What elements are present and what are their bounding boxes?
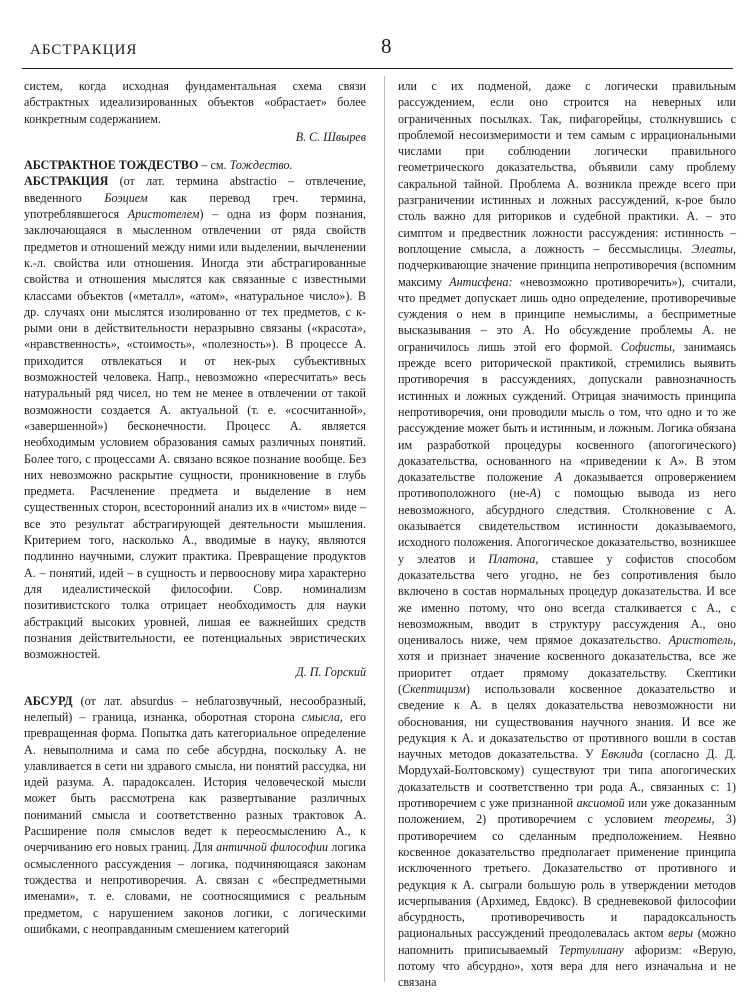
cross-reference-link[interactable]: Платона, <box>488 551 539 566</box>
cross-reference-link[interactable]: Боэцием <box>104 190 148 205</box>
cross-reference-link[interactable]: веры <box>668 926 694 941</box>
running-head: АБСТРАКЦИЯ <box>30 42 138 58</box>
header-rule <box>22 68 733 69</box>
entry-abstract-identity: АБСТРАКТНОЕ ТОЖДЕСТВО – см. Тождество. <box>24 158 293 173</box>
continuation-text: систем, когда исходная фундаментальная схема связи абстрактных идеализированных объектов «обрастает» более конкретным содержанием. <box>24 79 366 126</box>
cross-reference-link[interactable]: Тертуллиану <box>558 942 624 957</box>
entry-headword: АБСУРД <box>24 693 73 708</box>
cross-reference-link[interactable]: теоремы, <box>664 812 715 827</box>
author-signature: Д. П. Горский <box>296 665 366 680</box>
cross-reference-link[interactable]: смысла, <box>301 709 343 724</box>
cross-reference-link[interactable]: Аристотель, <box>668 633 736 648</box>
column-divider <box>384 76 385 982</box>
cross-reference-link[interactable]: Антисфена: <box>449 274 513 289</box>
right-column <box>398 78 736 991</box>
author-signature: В. С. Швырев <box>295 129 366 144</box>
cross-reference-link[interactable]: Элеаты, <box>691 241 736 256</box>
entry-headword: АБСТРАКТНОЕ ТОЖДЕСТВО <box>24 158 199 173</box>
left-column <box>24 78 366 937</box>
page-number: 8 <box>381 34 392 58</box>
entry-absurd-continued: или с их подменой, даже с логически правильным рассуждением, если оно строится на неверных или ограниченных посылках. Так, пифагорейцы, столкнувшись с проблемой несоизмеримости и тем самым с иррациональными числами при соблюдении логически правильного геометрического доказательства, объявили саму проблему сакральной тайной. Проблема А. возникла прежде всего при разграничении истинных и ложных рассуждений, к-рое было столь важно для риториков и судебной практики. А. – это симптом и предвестник ложности рассуждения: истинность – воплощение смысла, а ложность – бессмыслицы. Элеаты, подчеркивающие значение принципа непротиворечия (вспомним максиму Антисфена: «невозможно противоречить»), считали, что предмет допускает лишь одно определение, противоречивые суждения о нем в принципе немыслимы, а бесприметные высказывания – это А. Но обсуждение проблемы А. не ограничилось лишь этой его формой. Софисты, занимаясь прежде всего риторической практикой, стремились выявить противоречия в рассуждениях, допускали равнозначность истинных и ложных суждений. Отрицая значимость принципа непротиворечия, они проводили мысль о том, что одно и то же рассуждение может быть и истинным, и ложным. Логика обязана им разработкой процедуры косвенного (апогогического) доказательства, основанного на «приведении к А». В этом доказательстве положение А доказывается опровержением противоположного (не-А) с помощью вывода из него невозможного, абсурдного следствия. Столкновение с А. оказывается свидетельством истинности доказываемого, исходного положения. Апогогическое доказательство, возникшее у элеатов и Платона, ставшее у софистов способом доказательства чего угодно, не без сопротивления было включено в состав нормальных процедур доказательства. И все же именно потому, что оно всегда сталкивается с А., с невозможным, вводит в структуру рассуждения А., оно оценивалось ниже, чем прямое доказательство. Аристотель, хотя и признает значение косвенного доказательства, все же приоритет отдает прямому доказательству. Скептики (Скептицизм) использовали косвенное доказательство и сведение к А. в целях доказательства невозможности ни обоснования, ни существования научного знания. И все же редукция к А. и доказательство от противного вошли в состав научных методов доказательства. У Евклида (согласно Д. Д. Мордухай-Болтовскому) существуют три типа апогогических доказательств и соответственно три рода А., связанных с: 1) противоречием с уже признанной аксиомой или уже доказанным положением, 2) противоречием с условием теоремы, 3) противоречием со сделанным предположением. Неявно косвенное доказательство предполагает применение принципа исключенного третьего. Доказательство от противного и редукция к А. сыграли большую роль в утверждении методов исчерпывания (Архимед, Евдокс). В средневековой философии абсурдность, противоречивость и парадоксальность рациональных рассуждений преодолевалась актом веры (можно напомнить приписываемый Тертуллиану афоризм: «Верую, потому что абсурдно», хотя вера для него изначальна и не связана <box>398 79 737 990</box>
entry-absurd: АБСУРД (от лат. absurdus – неблагозвучный, несообразный, нелепый) – граница, изнанка, оборотная сторона смысла, его превращенная форма. Попытка дать категориальное определение А. невыполнима и сама по себе абсурдна, поскольку А. не улавливается в сети ни здравого смысла, ни понятий рассудка, ни идей разума. А. парадоксален. История человеческой мысли может быть рассмотрена как развертывание различных пониманий смысла и соответственно разных трактовок А. Расширение поля смыслов ведет к переосмыслению А., к очерчиванию его новых границ. Для античной философии логика осмысленного рассуждения – логика, подчиняющаяся законам тождества и непротиворечия. А. связан с «беспредметными именами», т. е. словами, не соотносящимися с реальным предметом, с нарушением законов логики, с логическими ошибками, с неоправданным смешением категорий <box>24 693 366 936</box>
cross-reference-link[interactable]: Евклида <box>600 747 643 762</box>
cross-reference-link[interactable]: аксиомой <box>576 796 625 811</box>
entry-abstraction: АБСТРАКЦИЯ (от лат. термина abstractio – отвлечение, введенного Боэцием как перевод греч. термина, употреблявшегося Аристотелем) – одна из форм познания, заключающаяся в мысленном отвлечении от ряда свойств предметов и отношений между ними или выделении, вычленении к.-л. свойства или отношения. Иногда эти абстрагированные свойства и отношения мыслятся как связанные с известными классами объектов («металл», «атом», «натуральное число»). В др. случаях они мыслятся изолированно от тех предметов, с к-рыми они в действительности неразрывно связаны («красота», «нравственность», «стоимость», «полезность»). В процессе А. приходится отвлекаться и от нек-рых субъективных возможностей человека. Напр., невозможно «пересчитать» весь натуральный ряд чисел, но тем не менее в отвлечении от такой возможности создается А. актуальной (т. е. «сосчитанной», «завершенной») бесконечности. Процесс А. является необходимым условием образования самых различных понятий. Более того, с процессами А. связано всякое познание вообще. Без них невозможно раскрытие сущности, проникновение в глубь предмета. Расчленение предмета и выделение в нем существенных сторон, всесторонний анализ их в «чистом» виде – все это результат абстрагирующей деятельности мышления. Критерием того, насколько А., вводимые в науку, являются подлинно научными, служит практика. Превращение продуктов А. – понятий, идей – в сущность и первооснову мира характерно для идеалистической философии. Совр. номинализм позитивистского толка отрицает необходимость для науки абстракций высоких уровней, лишая ее важнейших средств познания действительности, ее потенциальных эвристических возможностей. <box>24 174 366 662</box>
cross-reference-link[interactable]: Софисты, <box>620 339 676 354</box>
cross-reference-link[interactable]: Скептицизм <box>402 681 466 696</box>
italic-symbol: А <box>554 470 563 485</box>
entry-headword: АБСТРАКЦИЯ <box>24 174 109 189</box>
cross-reference-link[interactable]: античной философии <box>216 840 329 855</box>
cross-reference-link[interactable]: Аристотелем <box>127 207 200 222</box>
cross-reference-link[interactable]: Тождество. <box>229 158 293 173</box>
italic-symbol: А <box>529 486 537 501</box>
